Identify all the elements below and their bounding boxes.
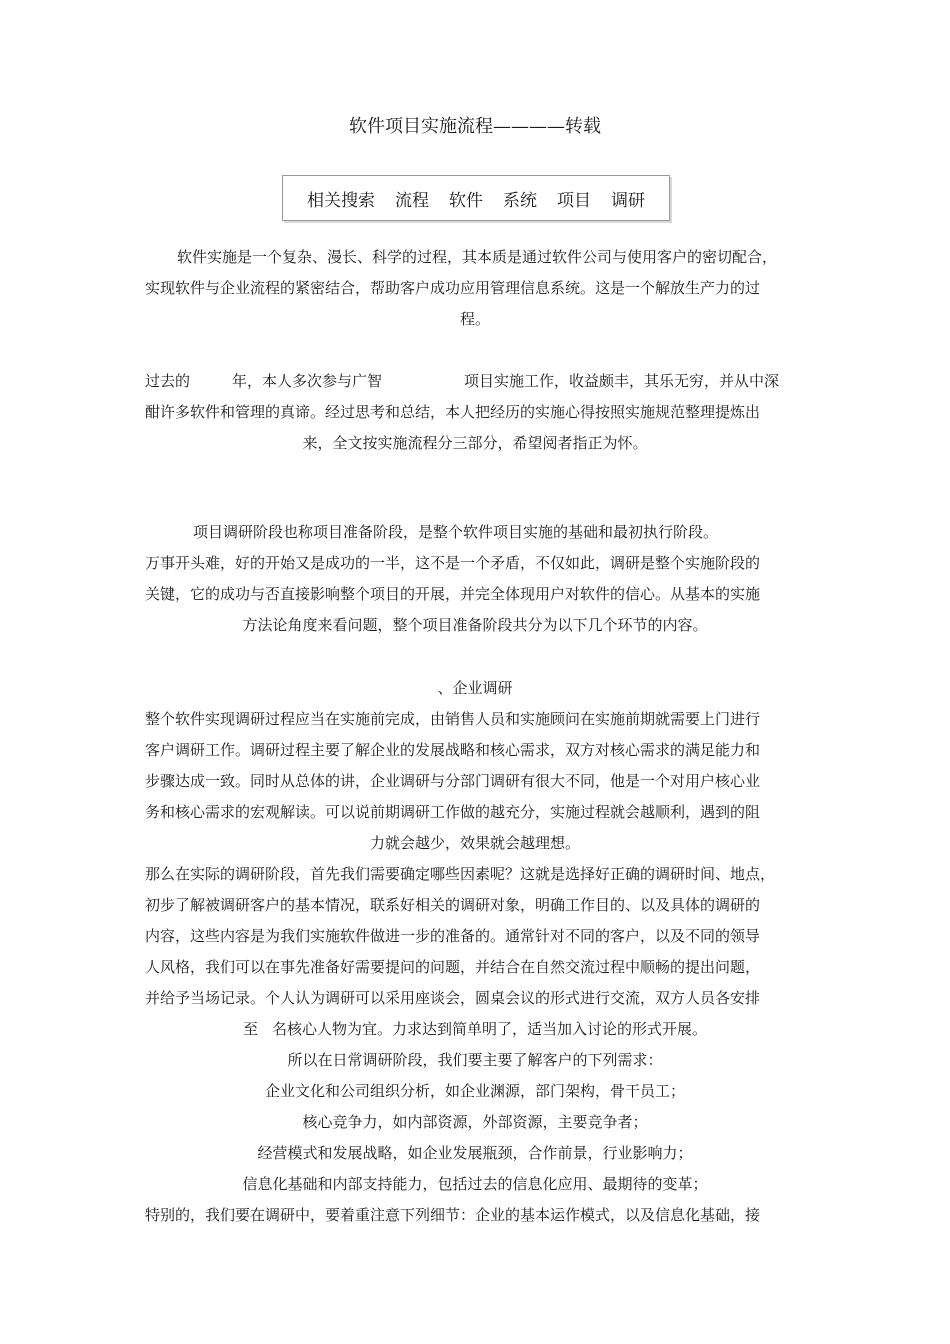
experience-part-3: 项目实施工作，收益颇丰，其乐无穷，并从中深 (464, 372, 780, 390)
research-stage-line-3: 关键，它的成功与否直接影响整个项目的开展，并完全体现用户对软件的信心。从基本的实施 (145, 585, 761, 603)
needs-item: 经营模式和发展战略，如企业发展瓶颈，合作前景，行业影响力； (257, 1144, 693, 1162)
section-line: 力就会越少，效果就会越理想。 (369, 834, 580, 852)
experience-line-2: 酣许多软件和管理的真谛。经过思考和总结，本人把经历的实施心得按照实施规范整理提炼出 (145, 403, 761, 421)
section-line-last (145, 1014, 805, 1045)
intro-line-1: 软件实施是一个复杂、漫长、科学的过程，其本质是通过软件公司与使用客户的密切配合， (177, 248, 778, 266)
section-line: 步骤达成一致。同时从总体的讲，企业调研与分部门调研有很大不同，他是一个对用户核心业 (145, 772, 761, 790)
related-tag-software[interactable]: 软件 (449, 190, 483, 211)
section-line-last-part-a: 至 (242, 1020, 258, 1038)
related-search-box (282, 175, 670, 221)
experience-part-2: 年，本人多次参与广智 (232, 372, 383, 390)
intro-paragraph (145, 242, 805, 335)
experience-paragraph (145, 366, 805, 459)
section-line-last-part-b: 名核心人物为宜。力求达到简单明了，适当加入讨论的形式开展。 (272, 1020, 708, 1038)
section-line: 整个软件实现调研过程应当在实施前完成，由销售人员和实施顾问在实施前期就需要上门进行 (145, 710, 761, 728)
needs-item: 信息化基础和内部支持能力，包括过去的信息化应用、最期待的变革； (242, 1175, 708, 1193)
research-stage-line-4: 方法论角度来看问题，整个项目准备阶段共分为以下几个环节的内容。 (242, 616, 708, 634)
experience-line-1 (145, 366, 805, 397)
section-line: 并给予当场记录。个人认为调研可以采用座谈会，圆桌会议的形式进行交流，双方人员各安排 (145, 989, 761, 1007)
related-tag-research[interactable]: 调研 (611, 190, 645, 211)
research-stage-line-1: 项目调研阶段也称项目准备阶段，是整个软件项目实施的基础和最初执行阶段。 (193, 523, 719, 541)
section-line: 那么在实际的调研阶段，首先我们需要确定哪些因素呢？这就是选择好正确的调研时间、地点， (145, 865, 776, 883)
document-title: 软件项目实施流程————转载 (349, 116, 601, 137)
intro-line-3: 程。 (459, 310, 490, 328)
enterprise-research-section (145, 673, 805, 1231)
related-tag-system[interactable]: 系统 (503, 190, 537, 211)
section-line: 初步了解被调研客户的基本情况，联系好相关的调研对象，明确工作目的、以及具体的调研的 (145, 896, 761, 914)
section-line: 内容，这些内容是为我们实施软件做进一步的准备的。通常针对不同的客户，以及不同的领导 (145, 927, 761, 945)
enterprise-research-heading: 、企业调研 (437, 679, 513, 697)
section-line: 人风格，我们可以在事先准备好需要提问的问题，并结合在自然交流过程中顺畅的提出问题， (145, 958, 761, 976)
related-tag-project[interactable]: 项目 (557, 190, 591, 211)
experience-part-1: 过去的 (145, 372, 191, 390)
research-stage-line-2: 万事开头难，好的开始又是成功的一半，这不是一个矛盾，不仅如此，调研是整个实施阶段的 (145, 554, 761, 572)
needs-item: 企业文化和公司组织分析，如企业渊源，部门架构，骨干员工； (264, 1082, 685, 1100)
experience-line-3: 来，全文按实施流程分三部分，希望阅者指正为怀。 (302, 434, 648, 452)
section-line: 客户调研工作。调研过程主要了解企业的发展战略和核心需求，双方对核心需求的满足能力和 (145, 741, 761, 759)
special-note-line: 特别的，我们要在调研中，要着重注意下列细节：企业的基本运作模式，以及信息化基础，接 (145, 1206, 761, 1224)
related-search-label: 相关搜索 (307, 190, 375, 211)
related-tag-flow[interactable]: 流程 (395, 190, 429, 211)
needs-item: 核心竞争力，如内部资源，外部资源，主要竞争者； (302, 1113, 648, 1131)
needs-intro: 所以在日常调研阶段，我们要主要了解客户的下列需求： (287, 1051, 663, 1069)
intro-line-2: 实现软件与企业流程的紧密结合，帮助客户成功应用管理信息系统。这是一个解放生产力的过 (145, 279, 761, 297)
section-line: 务和核心需求的宏观解读。可以说前期调研工作做的越充分，实施过程就会越顺利，遇到的阻 (145, 803, 761, 821)
research-stage-paragraph (145, 517, 805, 641)
